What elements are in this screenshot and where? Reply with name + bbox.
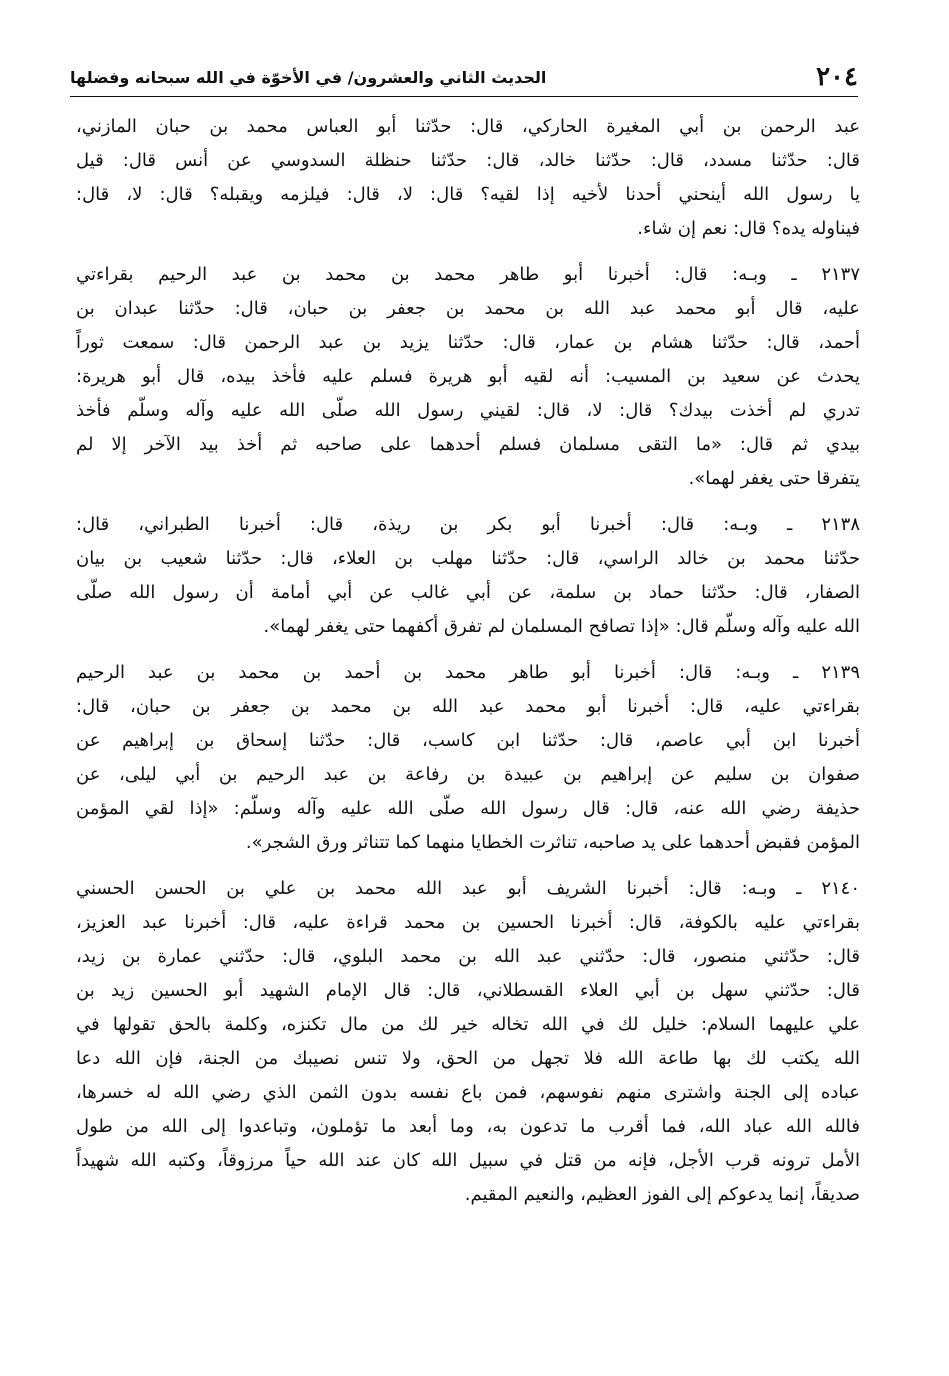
text-line: يحدث عن سعيد بن المسيب: أنه لقيه أبو هريرة فسلم عليه فأخذ بيده، قال أبو هريرة:: [76, 366, 860, 387]
text-line: الصفار، قال: حدّثنا حماد بن سلمة، عن أبي غالب عن أبي أمامة أن رسول الله صلّى: [76, 582, 860, 603]
text-line: حذيفة رضي الله عنه، قال: قال رسول الله صلّى الله عليه وآله وسلّم: «إذا لقي المؤمن: [76, 798, 860, 819]
text-line: قال: حدّثنا مسدد، قال: حدّثنا خالد، قال: حدّثنا حنظلة السدوسي عن أنس قال: قيل: [76, 150, 860, 171]
text-line: بقراءتي عليه بالكوفة، قال: أخبرنا الحسين بن محمد قراءة عليه، قال: أخبرنا عبد العزيز،: [76, 912, 860, 933]
text-line: فيناوله يده؟ قال: نعم إن شاء.: [637, 218, 860, 239]
hadith-heading-line: ٢١٣٨ ـ وبـه: قال: أخبرنا أبو بكر بن ريذة، قال: أخبرنا الطبراني، قال:: [76, 514, 860, 535]
text-line: الله عليه وآله وسلّم قال: «إذا تصافح المسلمان لم تفرق أكفهما حتى يغفر لهما».: [263, 616, 860, 637]
hadith-heading-line: ٢١٣٧ ـ وبـه: قال: أخبرنا أبو طاهر محمد بن محمد بن عبد الرحيم بقراءتي: [76, 264, 860, 285]
running-title: الحديث الثاني والعشرون/ في الأخوّة في الله سبحانه وفضلها: [70, 68, 547, 87]
page-number: ٢٠٤: [816, 62, 858, 92]
text-line: حدّثنا محمد بن خالد الراسي، قال: حدّثنا مهلب بن العلاء، قال: حدّثنا شعيب بن بيان: [76, 548, 860, 569]
text-line: أحمد، قال: حدّثنا هشام بن عمار، قال: حدّثنا يزيد بن عبد الرحمن قال: سمعت ثوراً: [76, 332, 860, 353]
hadith-2137: [76, 258, 860, 496]
text-line: عبد الرحمن بن أبي المغيرة الحاركي، قال: حدّثنا أبو العباس محمد بن حبان المازني،: [76, 116, 860, 137]
page-header: [70, 56, 858, 97]
text-line: تدري لم أخذت بيدك؟ قال: لا، قال: لقيني رسول الله صلّى الله عليه وآله وسلّم فأخذ: [76, 400, 860, 421]
text-line: المؤمن فقبض أحدهما على يد صاحبه، تناثرت الخطايا منهما كما تتناثر ورق الشجر».: [245, 832, 860, 853]
text-line: يا رسول الله أينحني أحدنا لأخيه إذا لقيه؟ قال: لا، قال: فيلزمه ويقبله؟ قال: لا، قال:: [76, 184, 860, 205]
hadith-heading-line: ٢١٤٠ ـ وبـه: قال: أخبرنا الشريف أبو عبد الله محمد بن علي بن الحسن الحسني: [76, 878, 860, 899]
text-line: عباده إلى الجنة واشترى منهم نفوسهم، فمن باع نفسه بدون الثمن الذي رضي الله له خسرها،: [76, 1082, 860, 1103]
text-line: قال: حدّثني منصور، قال: حدّثني عبد الله بن محمد البلوي، قال: حدّثني عمارة بن زيد،: [76, 946, 860, 967]
text-line: صديقاً، إنما يدعوكم إلى الفوز العظيم، والنعيم المقيم.: [464, 1184, 860, 1205]
text-line: عليه، قال أبو محمد عبد الله بن محمد بن جعفر بن حبان، قال: حدّثنا عبدان بن: [76, 298, 860, 319]
body-text: [76, 110, 860, 1212]
hadith-2139: [76, 656, 860, 860]
text-line: علي عليهما السلام: خليل لك في الله تخاله خير لك من مال تكنزه، وكلمة بالحق تقولها في: [76, 1014, 860, 1035]
hadith-2138: [76, 508, 860, 644]
text-line: فالله الله عباد الله، فما أقرب ما تدعون به، وما أبعد ما تؤملون، وتباعدوا إلى الله من طول: [76, 1116, 860, 1137]
text-line: الأمل ترونه قرب الأجل، فإنه من قتل في سبيل الله كان عند الله حياً مرزوقاً، وكتبه الله شهيداً: [76, 1150, 860, 1171]
hadith-2140: [76, 872, 860, 1212]
text-line: صفوان بن سليم عن إبراهيم بن عبيدة بن رفاعة بن عبد الرحيم بن أبي ليلى، عن: [76, 764, 860, 785]
paragraph: [76, 110, 860, 246]
text-line: أخبرنا ابن أبي عاصم، قال: حدّثنا ابن كاسب، قال: حدّثنا إسحاق بن إبراهيم عن: [76, 730, 860, 751]
text-line: بقراءتي عليه، قال: أخبرنا أبو محمد عبد الله بن محمد بن جعفر بن حبان، قال:: [76, 696, 860, 717]
text-line: يتفرقا حتى يغفر لهما».: [688, 468, 860, 489]
text-line: بيدي ثم قال: «ما التقى مسلمان فسلم أحدهما على صاحبه ثم أخذ بيد الآخر إلا لم: [76, 434, 860, 455]
text-line: قال: حدّثني سهل بن أبي العلاء القسطلاني، قال: قال الإمام الشهيد أبو الحسين زيد بن: [76, 980, 860, 1001]
hadith-heading-line: ٢١٣٩ ـ وبـه: قال: أخبرنا أبو طاهر محمد بن أحمد بن محمد بن عبد الرحيم: [76, 662, 860, 683]
text-line: الله يكتب لك بها طاعة الله فلا تجهل من الحق، ولا تنس نصيبك من الجنة، فإن الله دعا: [76, 1048, 860, 1069]
